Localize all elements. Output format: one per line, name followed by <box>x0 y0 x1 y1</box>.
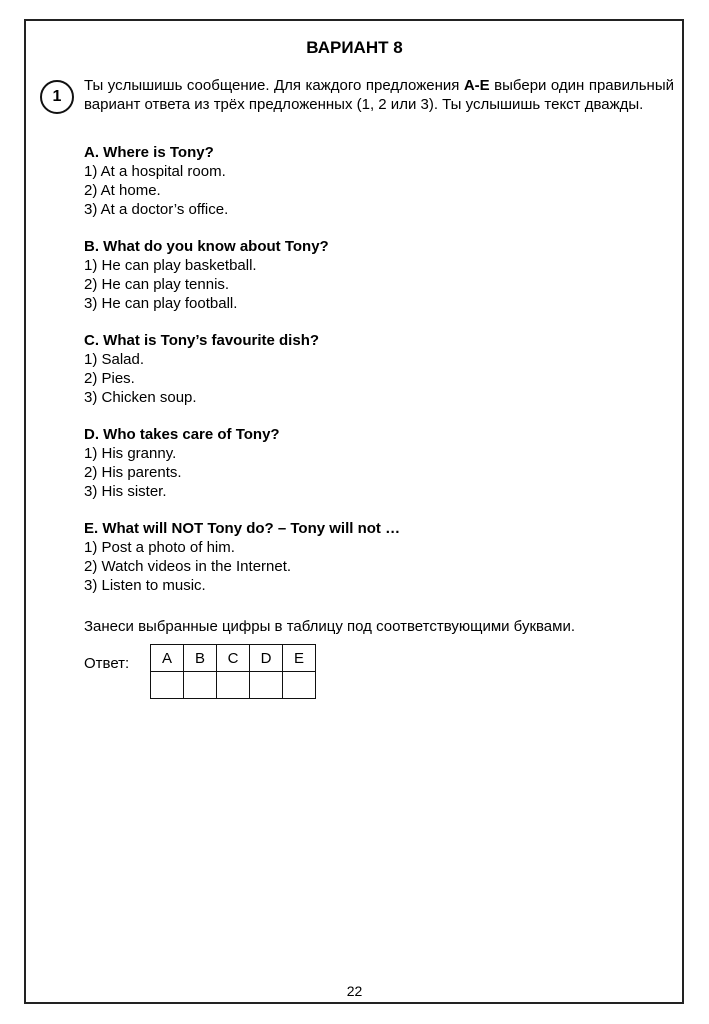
answer-cell-e[interactable] <box>283 672 316 699</box>
answer-option: 2) Watch videos in the Internet. <box>84 558 292 575</box>
answer-table-header-row <box>151 645 316 672</box>
variant-title: ВАРИАНТ 8 <box>306 38 403 57</box>
answer-table-input-row <box>151 672 316 699</box>
question-title: D. Who takes care of Tony? <box>84 426 280 443</box>
questions-list <box>84 143 674 613</box>
answer-option: 2) His parents. <box>84 464 182 481</box>
answer-header-cell-a: A <box>151 645 184 672</box>
answer-header-cell-b: B <box>184 645 217 672</box>
table-instruction: Занеси выбранные цифры в таблицу под соответствующими буквами. <box>84 618 576 635</box>
answer-option: 1) Post a photo of him. <box>84 539 235 556</box>
answer-cell-b[interactable] <box>184 672 217 699</box>
answer-option: 2) Pies. <box>84 370 135 387</box>
question-title: E. What will NOT Tony do? – Tony will not … <box>84 520 401 537</box>
instructions-text-end: выбери один правильный вариант ответа из трёх предложенных (1, 2 или 3). Ты услышишь текст дважды. <box>84 77 674 113</box>
answer-header-cell-e: E <box>283 645 316 672</box>
answer-cell-d[interactable] <box>250 672 283 699</box>
question-b <box>84 237 674 313</box>
answer-option: 3) Chicken soup. <box>84 389 197 406</box>
answer-option: 1) At a hospital room. <box>84 163 226 180</box>
answer-header-cell-d: D <box>250 645 283 672</box>
page-number: 22 <box>346 983 363 999</box>
instructions-text-start: Ты услышишь сообщение. Для каждого предложения <box>84 77 464 94</box>
answer-option: 3) At a doctor’s office. <box>84 201 229 218</box>
question-e <box>84 519 674 595</box>
answer-cell-c[interactable] <box>217 672 250 699</box>
answer-option: 3) His sister. <box>84 483 167 500</box>
task-number-badge: 1 <box>40 80 74 114</box>
answer-label: Ответ: <box>84 655 130 672</box>
answer-cell-a[interactable] <box>151 672 184 699</box>
answer-table <box>150 644 316 699</box>
task-instructions <box>84 76 674 114</box>
answer-option: 1) His granny. <box>84 445 177 462</box>
question-a <box>84 143 674 219</box>
answer-option: 3) Listen to music. <box>84 577 206 594</box>
answer-option: 1) He can play basketball. <box>84 257 257 274</box>
question-c <box>84 331 674 407</box>
answer-option: 1) Salad. <box>84 351 145 368</box>
question-title: C. What is Tony’s favourite dish? <box>84 332 320 349</box>
answer-option: 2) He can play tennis. <box>84 276 230 293</box>
instructions-letters-range: А-Е <box>463 77 490 94</box>
question-d <box>84 425 674 501</box>
answer-option: 2) At home. <box>84 182 161 199</box>
answer-option: 3) He can play football. <box>84 295 238 312</box>
answer-header-cell-c: C <box>217 645 250 672</box>
question-title: A. Where is Tony? <box>84 144 214 161</box>
question-title: B. What do you know about Tony? <box>84 238 329 255</box>
